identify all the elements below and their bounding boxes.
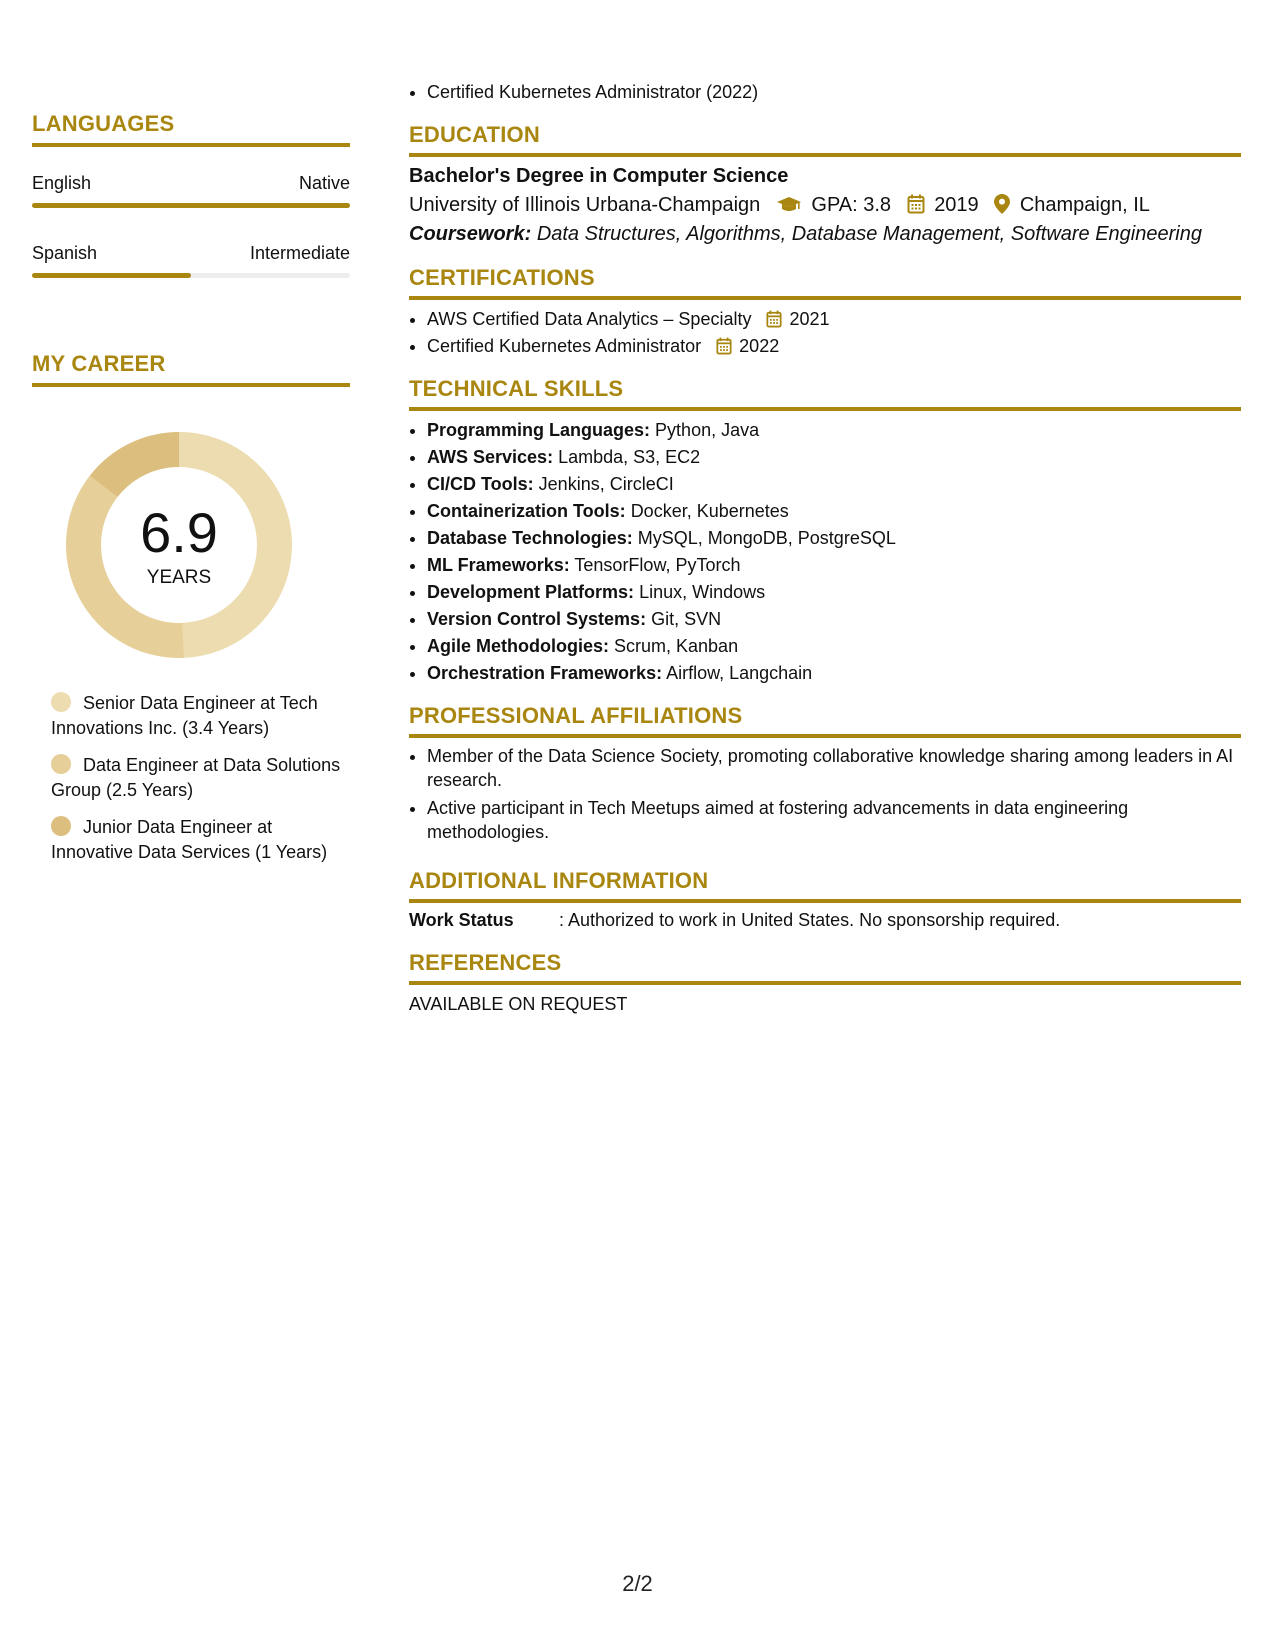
certification-item bbox=[427, 306, 1241, 333]
skill-value: Jenkins, CircleCI bbox=[538, 474, 674, 494]
language-level: Intermediate bbox=[249, 243, 350, 263]
technical-skills-title: TECHNICAL SKILLS bbox=[409, 376, 1241, 411]
skill-label: Version Control Systems: bbox=[427, 609, 647, 629]
donut-center bbox=[66, 432, 292, 658]
skill-item bbox=[427, 417, 1241, 444]
education-location: Champaign, IL bbox=[1019, 194, 1150, 216]
career-section bbox=[32, 351, 350, 387]
affiliation-item: • Member of the Data Science Society, promoting collaborative knowledge sharing among leaders in AI research. bbox=[427, 744, 1241, 792]
certification-item bbox=[427, 333, 1241, 360]
skill-label: Programming Languages: bbox=[427, 420, 651, 440]
work-status-label: Work Status bbox=[409, 910, 514, 930]
legend-label: Data Engineer at Data Solutions Group (2.5 Years) bbox=[51, 755, 341, 800]
legend-dot-icon bbox=[51, 754, 71, 774]
legend-label: Junior Data Engineer at Innovative Data Services (1 Years) bbox=[51, 817, 328, 862]
language-bar bbox=[32, 203, 350, 208]
references-section bbox=[409, 950, 1241, 1015]
career-total-years: 6.9 bbox=[140, 501, 218, 564]
languages-section bbox=[32, 111, 350, 303]
calendar-icon bbox=[716, 337, 732, 355]
skill-item bbox=[427, 606, 1241, 633]
legend-dot-icon bbox=[51, 692, 71, 712]
skill-item bbox=[427, 471, 1241, 498]
language-level: Native bbox=[298, 173, 350, 193]
skill-label: CI/CD Tools: bbox=[427, 474, 534, 494]
skill-item bbox=[427, 579, 1241, 606]
language-item bbox=[32, 233, 350, 303]
education-details bbox=[409, 194, 1241, 217]
education-year: 2019 bbox=[934, 194, 979, 216]
skill-value: Git, SVN bbox=[651, 609, 722, 629]
additional-info-section bbox=[409, 868, 1241, 931]
language-bar bbox=[32, 273, 350, 278]
references-text: AVAILABLE ON REQUEST bbox=[409, 994, 628, 1014]
legend-dot-icon bbox=[51, 816, 71, 836]
language-bar-fill bbox=[32, 273, 191, 278]
references-title: REFERENCES bbox=[409, 950, 1241, 985]
additional-info-title: ADDITIONAL INFORMATION bbox=[409, 868, 1241, 903]
skill-item bbox=[427, 660, 1241, 687]
work-status-value: : Authorized to work in United States. No sponsorship required. bbox=[559, 910, 1061, 930]
certifications-list bbox=[409, 306, 1241, 360]
skill-item bbox=[427, 552, 1241, 579]
language-item bbox=[32, 163, 350, 233]
certifications-section bbox=[409, 265, 1241, 360]
languages-title: LANGUAGES bbox=[32, 111, 350, 147]
continued-list bbox=[409, 79, 1259, 106]
language-name: Spanish bbox=[32, 243, 98, 263]
certification-year: 2021 bbox=[789, 309, 830, 329]
skill-label: Agile Methodologies: bbox=[427, 636, 609, 656]
career-legend-item bbox=[51, 753, 351, 803]
education-section bbox=[409, 122, 1241, 246]
career-title: MY CAREER bbox=[32, 351, 350, 387]
skill-value: MySQL, MongoDB, PostgreSQL bbox=[637, 528, 896, 548]
education-coursework bbox=[409, 223, 1241, 246]
skill-value: Linux, Windows bbox=[639, 582, 766, 602]
coursework-label: Coursework: bbox=[409, 223, 532, 245]
career-donut-chart bbox=[66, 432, 292, 658]
education-degree: Bachelor's Degree in Computer Science bbox=[409, 165, 789, 187]
calendar-icon bbox=[907, 194, 925, 214]
skill-item bbox=[427, 525, 1241, 552]
technical-skills-section bbox=[409, 376, 1241, 687]
skill-label: ML Frameworks: bbox=[427, 555, 570, 575]
skill-item bbox=[427, 633, 1241, 660]
location-pin-icon bbox=[994, 194, 1010, 214]
language-name: English bbox=[32, 173, 92, 193]
education-school: University of Illinois Urbana-Champaign bbox=[409, 194, 761, 216]
affiliations-section bbox=[409, 703, 1241, 844]
career-legend-item bbox=[51, 691, 351, 741]
continued-list-item: • Certified Kubernetes Administrator (2022) bbox=[427, 79, 1259, 106]
certifications-title: CERTIFICATIONS bbox=[409, 265, 1241, 300]
certification-name: Certified Kubernetes Administrator bbox=[427, 336, 702, 356]
coursework-list: Data Structures, Algorithms, Database Management, Software Engineering bbox=[536, 223, 1202, 245]
affiliations-list bbox=[409, 744, 1241, 844]
certification-year: 2022 bbox=[739, 336, 780, 356]
skill-value: Lambda, S3, EC2 bbox=[558, 447, 701, 467]
affiliation-item: • Active participant in Tech Meetups aimed at fostering advancements in data engineering methodologies. bbox=[427, 796, 1241, 844]
skill-value: TensorFlow, PyTorch bbox=[574, 555, 741, 575]
skill-value: Docker, Kubernetes bbox=[630, 501, 789, 521]
legend-label: Senior Data Engineer at Tech Innovations Inc. (3.4 Years) bbox=[51, 693, 318, 738]
technical-skills-list bbox=[409, 417, 1241, 687]
skill-value: Scrum, Kanban bbox=[614, 636, 739, 656]
career-legend bbox=[51, 691, 351, 877]
certification-name: AWS Certified Data Analytics – Specialty bbox=[427, 309, 752, 329]
skill-item bbox=[427, 498, 1241, 525]
skill-label: Development Platforms: bbox=[427, 582, 635, 602]
skill-value: Python, Java bbox=[655, 420, 760, 440]
affiliations-title: PROFESSIONAL AFFILIATIONS bbox=[409, 703, 1241, 738]
language-bar-fill bbox=[32, 203, 350, 208]
page-number: 2/2 bbox=[622, 1571, 653, 1596]
skill-label: Containerization Tools: bbox=[427, 501, 626, 521]
education-title: EDUCATION bbox=[409, 122, 1241, 157]
career-years-unit: YEARS bbox=[146, 567, 212, 588]
skill-item bbox=[427, 444, 1241, 471]
work-status-row bbox=[409, 910, 1241, 931]
skill-label: Orchestration Frameworks: bbox=[427, 663, 663, 683]
calendar-icon bbox=[766, 310, 782, 328]
skill-label: Database Technologies: bbox=[427, 528, 633, 548]
career-legend-item bbox=[51, 815, 351, 865]
education-gpa: GPA: 3.8 bbox=[811, 194, 892, 216]
skill-label: AWS Services: bbox=[427, 447, 554, 467]
graduation-cap-icon bbox=[776, 196, 802, 214]
skill-value: Airflow, Langchain bbox=[666, 663, 813, 683]
